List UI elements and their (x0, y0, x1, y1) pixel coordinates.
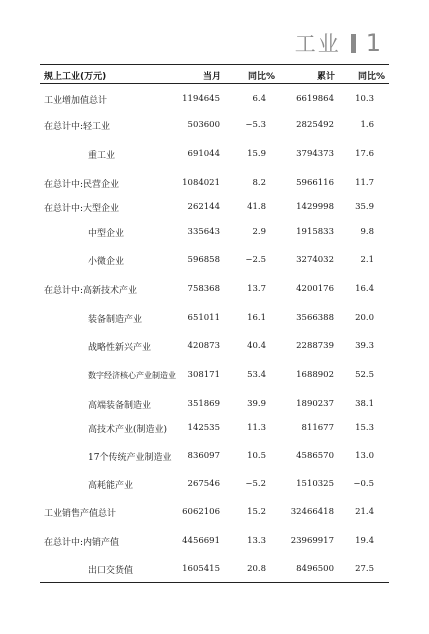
row-label: 高技术产业(制造业) (88, 425, 168, 435)
cell-cumulative: 1915833 (296, 227, 334, 237)
cell-month-yoy: 13.7 (247, 284, 266, 294)
row-label: 中型企业 (88, 229, 125, 239)
row-label: 17个传统产业制造业 (88, 453, 172, 463)
cell-month-yoy: 53.4 (247, 370, 266, 380)
cell-month-yoy: 20.8 (247, 564, 266, 574)
column-header-indicator: 规上工业(万元) (44, 72, 107, 82)
cell-month-yoy: 41.8 (247, 202, 266, 212)
cell-month: 4456691 (182, 536, 220, 546)
table-row (40, 222, 389, 242)
column-header-cumulative: 累计 (316, 72, 335, 82)
table-top-rule (40, 64, 389, 65)
column-header-month-yoy: 同比% (247, 72, 275, 82)
table-header-rule (40, 83, 389, 84)
cell-month-yoy: 16.1 (247, 313, 266, 323)
row-label: 小微企业 (88, 257, 125, 267)
cell-cumulative: 1510325 (296, 479, 334, 489)
cell-month-yoy: 2.9 (252, 227, 266, 237)
cell-cumulative: 3274032 (296, 255, 334, 265)
cell-month-yoy: 8.2 (252, 178, 266, 188)
cell-cumulative-yoy: 35.9 (355, 202, 374, 212)
cell-cumulative-yoy: 38.1 (355, 399, 374, 409)
cell-cumulative-yoy: 15.3 (355, 423, 374, 433)
cell-month: 6062106 (182, 507, 220, 517)
table-row (40, 336, 389, 356)
cell-cumulative: 4200176 (296, 284, 334, 294)
cell-cumulative-yoy: 1.6 (360, 120, 374, 130)
cell-month: 420873 (187, 341, 220, 351)
row-label: 数字经济核心产业制造业 (88, 371, 176, 380)
row-label: 高端装备制造业 (88, 401, 152, 411)
table-row (40, 89, 389, 109)
cell-month-yoy: 40.4 (247, 341, 266, 351)
page-header (295, 30, 381, 56)
section-divider-bar (351, 34, 356, 53)
table-row (40, 197, 389, 217)
cell-month: 836097 (187, 451, 220, 461)
cell-month: 758368 (187, 284, 220, 294)
cell-cumulative-yoy: 2.1 (360, 255, 374, 265)
cell-month: 503600 (187, 120, 220, 130)
table-row (40, 446, 389, 466)
table-row (40, 365, 389, 385)
row-label: 在总计中:内销产值 (44, 538, 120, 548)
cell-month: 651011 (187, 313, 220, 323)
cell-cumulative: 3566388 (296, 313, 334, 323)
cell-month: 308171 (187, 370, 220, 380)
cell-cumulative: 6619864 (296, 94, 334, 104)
cell-month-yoy: 11.3 (247, 423, 266, 433)
column-header-month: 当月 (202, 72, 221, 82)
cell-month: 1084021 (182, 178, 220, 188)
table-row (40, 418, 389, 438)
cell-month: 691044 (187, 149, 220, 159)
cell-cumulative-yoy: −0.5 (353, 479, 374, 489)
row-label: 在总计中:轻工业 (44, 122, 111, 132)
cell-month-yoy: 6.4 (252, 94, 266, 104)
cell-month-yoy: 13.3 (247, 536, 266, 546)
table-row (40, 144, 389, 164)
cell-month: 262144 (187, 202, 220, 212)
cell-cumulative-yoy: 52.5 (355, 370, 374, 380)
cell-cumulative: 1429998 (296, 202, 334, 212)
cell-month-yoy: 10.5 (247, 451, 266, 461)
cell-cumulative-yoy: 16.4 (355, 284, 374, 294)
cell-cumulative-yoy: 11.7 (355, 178, 374, 188)
cell-month: 335643 (187, 227, 220, 237)
table-row (40, 474, 389, 494)
cell-month: 596858 (187, 255, 220, 265)
cell-cumulative-yoy: 13.0 (355, 451, 374, 461)
cell-cumulative-yoy: 17.6 (355, 149, 374, 159)
row-label: 重工业 (88, 151, 116, 161)
table-row (40, 394, 389, 414)
cell-cumulative: 4586570 (296, 451, 334, 461)
cell-cumulative: 2825492 (296, 120, 334, 130)
cell-cumulative: 2288739 (296, 341, 334, 351)
cell-month: 351869 (187, 399, 220, 409)
cell-cumulative: 811677 (301, 423, 334, 433)
row-label: 在总计中:大型企业 (44, 204, 120, 214)
table-bottom-rule (40, 582, 389, 583)
column-header-cumulative-yoy: 同比% (357, 72, 385, 82)
cell-month-yoy: 15.9 (247, 149, 266, 159)
cell-cumulative-yoy: 20.0 (355, 313, 374, 323)
cell-month: 1605415 (182, 564, 220, 574)
cell-cumulative: 32466418 (290, 507, 334, 517)
table-row (40, 279, 389, 299)
table-row (40, 115, 389, 135)
cell-cumulative-yoy: 19.4 (355, 536, 374, 546)
cell-cumulative: 3794373 (296, 149, 334, 159)
table-row (40, 308, 389, 328)
cell-cumulative: 23969917 (290, 536, 334, 546)
row-label: 战略性新兴产业 (88, 343, 152, 353)
cell-month-yoy: −2.5 (245, 255, 266, 265)
cell-cumulative: 1890237 (296, 399, 334, 409)
cell-month: 142535 (187, 423, 220, 433)
table-row (40, 250, 389, 270)
row-label: 高耗能产业 (88, 481, 134, 491)
cell-month: 267546 (187, 479, 220, 489)
table-row (40, 531, 389, 551)
cell-cumulative: 8496500 (296, 564, 334, 574)
table-row (40, 502, 389, 522)
row-label: 出口交货值 (88, 566, 134, 576)
section-title: 工业 (294, 32, 341, 56)
row-label: 在总计中:高新技术产业 (44, 286, 138, 296)
cell-month: 1194645 (182, 94, 220, 104)
row-label: 工业销售产值总计 (44, 509, 117, 519)
table-header (40, 66, 389, 82)
cell-cumulative-yoy: 10.3 (355, 94, 374, 104)
cell-cumulative: 5966116 (296, 178, 334, 188)
row-label: 在总计中:民营企业 (44, 180, 120, 190)
cell-month-yoy: −5.2 (245, 479, 266, 489)
cell-month-yoy: −5.3 (245, 120, 266, 130)
table-row (40, 559, 389, 579)
cell-month-yoy: 15.2 (247, 507, 266, 517)
cell-cumulative: 1688902 (296, 370, 334, 380)
cell-cumulative-yoy: 9.8 (360, 227, 374, 237)
cell-month-yoy: 39.9 (247, 399, 266, 409)
page-number: 1 (365, 29, 381, 57)
table-row (40, 173, 389, 193)
cell-cumulative-yoy: 21.4 (355, 507, 374, 517)
row-label: 装备制造产业 (88, 315, 143, 325)
cell-cumulative-yoy: 39.3 (355, 341, 374, 351)
row-label: 工业增加值总计 (44, 96, 108, 106)
cell-cumulative-yoy: 27.5 (355, 564, 374, 574)
